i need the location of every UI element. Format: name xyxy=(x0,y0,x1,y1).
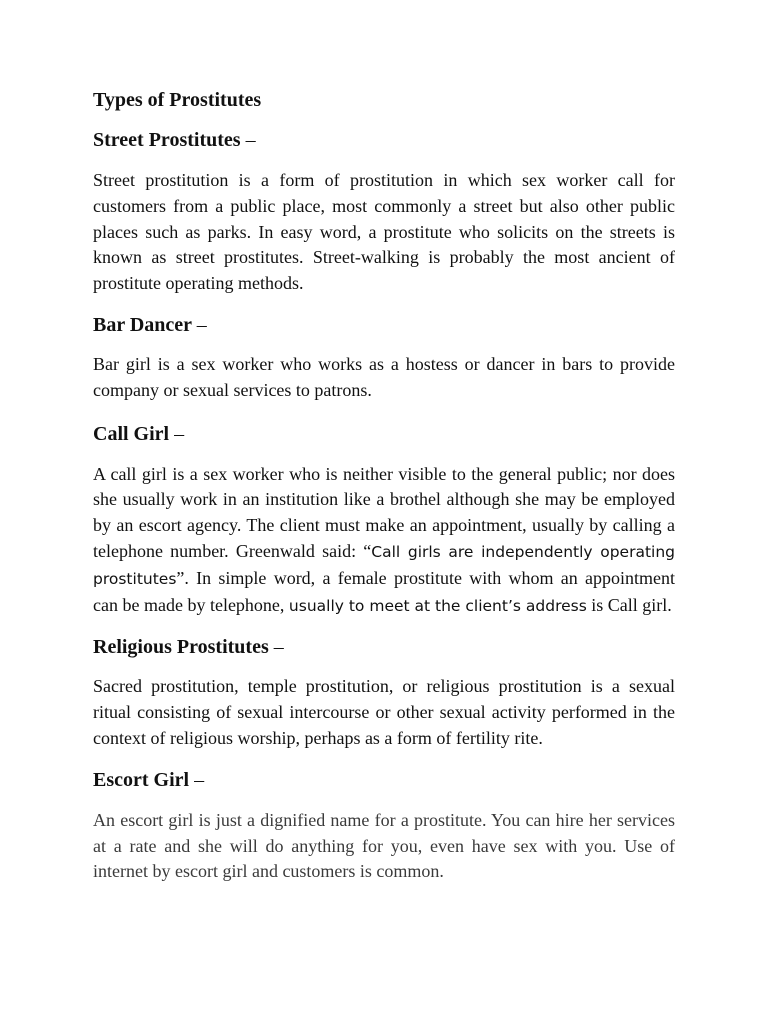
section-heading xyxy=(93,311,675,339)
heading-text: Street Prostitutes xyxy=(93,129,241,151)
section-heading xyxy=(93,766,675,794)
section-body: An escort girl is just a dignified name for a prostitute. You can hire her services at a rate and she will do anything for you, even have sex with you. Use of internet by escort girl and customers is common. xyxy=(93,809,675,882)
heading-text: Call Girl xyxy=(93,422,170,445)
section-body: Sacred prostitution, temple prostitution, or religious prostitution is a sexual ritual consisting of sexual intercourse or other sexual activity performed in the context of religious worship, perhaps as a form of fertility rite. xyxy=(93,676,675,748)
section-heading xyxy=(93,420,675,448)
section-religious-prostitutes xyxy=(93,633,675,751)
section-street-prostitutes xyxy=(93,126,675,297)
section-escort-girl xyxy=(93,766,675,885)
heading-dash: – xyxy=(174,422,185,445)
heading-dash: – xyxy=(273,636,284,659)
body-text: A call girl is a sex worker who is neither visible to the general public; nor does she usually work in an institution like a brothel although she may be employed by an escort agency. The client must make an appointment, usually by calling a telephone number. Greenwald said: “ xyxy=(93,463,675,561)
section-heading xyxy=(93,126,675,154)
heading-dash: – xyxy=(245,129,256,151)
section-call-girl xyxy=(93,420,675,620)
section-bar-dancer xyxy=(93,311,675,404)
heading-dash: – xyxy=(196,313,207,336)
section-body: Street prostitution is a form of prostitution in which sex worker call for customers from a public place, most commonly a street but also other public places such as parks. In easy word, a prostitute who solicits on the streets is known as street prostitutes. Street-walking is probably the most ancient of prostitute operating methods. xyxy=(93,170,675,294)
heading-text: Religious Prostitutes xyxy=(93,636,269,659)
heading-text: Escort Girl xyxy=(93,768,190,791)
heading-text: Bar Dancer xyxy=(93,313,192,336)
document-title: Types of Prostitutes xyxy=(93,89,262,111)
section-body: Bar girl is a sex worker who works as a hostess or dancer in bars to provide company or sexual services to patrons. xyxy=(93,353,675,400)
emphasis-text: usually to meet at the client’s address xyxy=(288,596,587,615)
heading-dash: – xyxy=(194,768,205,791)
section-heading xyxy=(93,633,675,661)
quote-text: Call girls are independently operating prostitutes xyxy=(93,542,675,588)
body-text: ”. In simple word, a female prostitute with whom an appointment can be made by telephone, xyxy=(93,567,675,615)
section-body xyxy=(93,462,675,620)
body-text: is Call girl. xyxy=(586,594,672,615)
